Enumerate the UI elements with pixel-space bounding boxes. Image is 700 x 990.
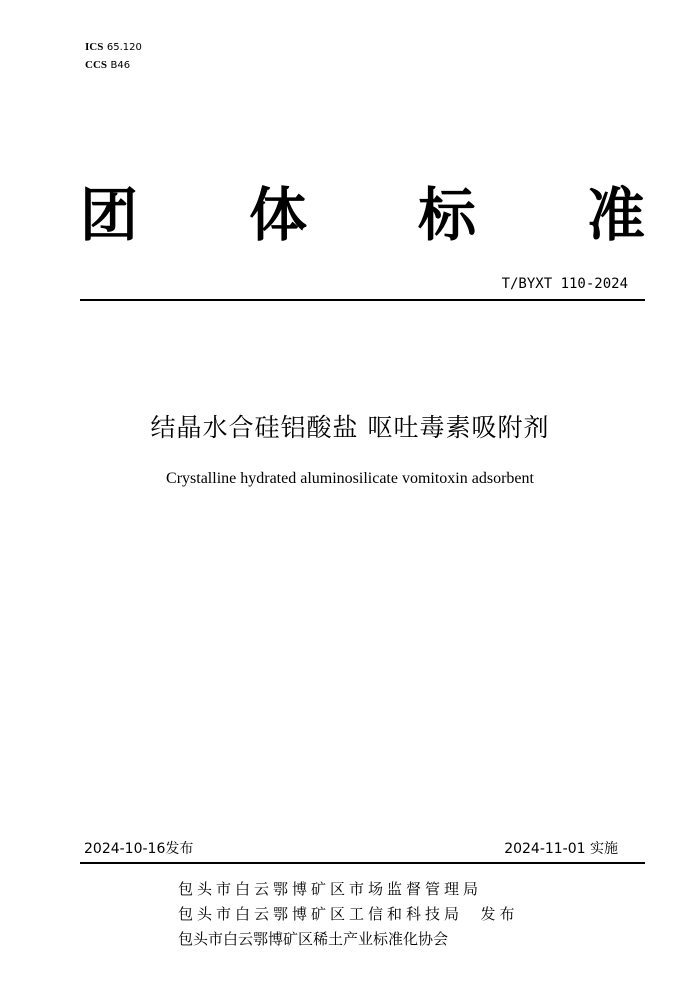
ccs-code xyxy=(85,58,130,73)
top-divider xyxy=(80,299,645,301)
ccs-label: CCS xyxy=(85,59,108,71)
issuer-1: 包头市白云鄂博矿区市场监督管理局 xyxy=(178,880,483,898)
ics-label: ICS xyxy=(85,41,104,53)
title-char-3: 标 xyxy=(417,181,476,249)
ccs-value: B46 xyxy=(110,60,131,71)
issuer-2: 包头市白云鄂博矿区工信和科技局 发布 xyxy=(178,905,519,923)
implement-date: 2024-11-01 实施 xyxy=(504,841,618,857)
ics-code xyxy=(85,40,142,55)
bottom-divider xyxy=(80,862,645,864)
title-char-4: 准 xyxy=(586,181,645,249)
chinese-title: 结晶水合硅铝酸盐 呕吐毒素吸附剂 xyxy=(150,413,550,442)
issuer-3: 包头市白云鄂博矿区稀土产业标准化协会 xyxy=(178,930,449,948)
english-title: Crystalline hydrated aluminosilicate vomitoxin adsorbent xyxy=(166,470,534,487)
publish-date: 2024-10-16发布 xyxy=(84,841,194,857)
title-char-1: 团 xyxy=(80,181,139,249)
title-char-2: 体 xyxy=(248,181,307,249)
ics-value: 65.120 xyxy=(106,42,142,53)
standard-number: T/BYXT 110-2024 xyxy=(501,276,628,292)
document-type-title xyxy=(80,180,645,250)
